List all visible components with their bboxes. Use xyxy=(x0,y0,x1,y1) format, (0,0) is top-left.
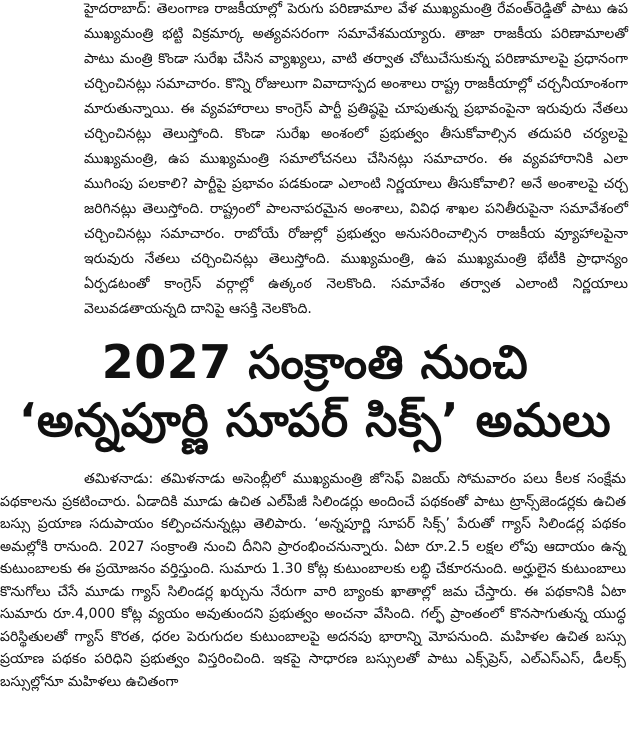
headline-line-1: 2027 సంక్రాంతి నుంచి xyxy=(101,335,529,389)
headline-line-2: ‘అన్నపూర్ణి సూపర్ సిక్స్’ అమలు xyxy=(18,393,612,447)
article-headline xyxy=(0,333,630,449)
article-bottom-body xyxy=(0,468,626,693)
article-bottom-text: తమిళనాడు: తమిళనాడు అసెంబ్లీలో ముఖ్యమంత్రి జోసెఫ్ విజయ్ సోమవారం పలు కీలక సంక్షేమ పథకాలను ప్రకటించారు. ఏడాదికి మూడు ఉచిత ఎల్‌పీజీ సిలిండర్లు అందించే పథకంతో పాటు ట్రాన్స్‌జెండర్లకు ఉచిత బస్సు ప్రయాణ సదుపాయం కల్పించనున్నట్లు తెలిపారు. ‘అన్నపూర్ణి సూపర్ సిక్స్’ పేరుతో గ్యాస్ సిలిండర్ల పథకం అమల్లోకి రానుంది. 2027 సంక్రాంతి నుంచి దీనిని ప్రారంభించనున్నారు. ఏటా రూ.2.5 లక్షల లోపు ఆదాయం ఉన్న కుటుంబాలకు ఈ ప్రయోజనం వర్తిస్తుంది. సుమారు 1.30 కోట్ల కుటుంబాలకు లబ్ధి చేకూరనుంది. అర్హులైన కుటుంబాలు కొనుగోలు చేసే మూడు గ్యాస్ సిలిండర్ల ఖర్చును నేరుగా వారి బ్యాంకు ఖాతాల్లో జమ చేస్తారు. ఈ పథకానికి ఏటా సుమారు రూ.4,000 కోట్ల వ్యయం అవుతుందని ప్రభుత్వం అంచనా వేసింది. గల్ఫ్ ప్రాంతంలో కొనసాగుతున్న యుద్ధ పరిస్థితులతో గ్యాస్ కొరత, ధరల పెరుగుదల కుటుంబాలపై అదనపు భారాన్ని మోపనుంది. మహిళల ఉచిత బస్సు ప్రయాణ పథకం పరిధిని ప్రభుత్వం విస్తరించింది. ఇకపై సాధారణ బస్సులతో పాటు ఎక్స్‌ప్రెస్, ఎల్‌ఎస్‌ఎస్, డీలక్స్ బస్సుల్లోనూ మహిళలు ఉచితంగా xyxy=(0,471,626,690)
article-top-body xyxy=(84,0,628,322)
article-top-text: హైదరాబాద్: తెలంగాణ రాజకీయాల్లో పెరుగు పరిణామాల వేళ ముఖ్యమంత్రి రేవంత్‌రెడ్డితో పాటు ఉప ముఖ్యమంత్రి భట్టి విక్రమార్క అత్యవసరంగా సమావేశమయ్యారు. తాజా రాజకీయ పరిణామాలతో పాటు మంత్రి కొండా సురేఖ చేసిన వ్యాఖ్యలు, వాటి తర్వాత చోటుచేసుకున్న పరిణామాలపై ప్రధానంగా చర్చించినట్లు సమాచారం. కొన్ని రోజులుగా వివాదాస్పద అంశాలు రాష్ట్ర రాజకీయాల్లో చర్చనీయాంశంగా మారుతున్నాయి. ఈ వ్యవహారాలు కాంగ్రెస్ పార్టీ ప్రతిష్ఠపై చూపుతున్న ప్రభావంపైనా ఇరువురు నేతలు చర్చించినట్లు తెలుస్తోంది. కొండా సురేఖ అంశంలో ప్రభుత్వం తీసుకోవాల్సిన తదుపరి చర్యలపై ముఖ్యమంత్రి, ఉప ముఖ్యమంత్రి సమాలోచనలు చేసినట్లు సమాచారం. ఈ వ్యవహారానికి ఎలా ముగింపు పలకాలి? పార్టీపై ప్రభావం పడకుండా ఎలాంటి నిర్ణయాలు తీసుకోవాలి? అనే అంశాలపై చర్చ జరిగినట్లు తెలుస్తోంది. రాష్ట్రంలో పాలనాపరమైన అంశాలు, వివిధ శాఖల పనితీరుపైనా సమావేశంలో చర్చించినట్లు సమాచారం. రాబోయే రోజుల్లో ప్రభుత్వం అనుసరించాల్సిన రాజకీయ వ్యూహాలపైనా ఇరువురు నేతలు చర్చించినట్లు తెలుస్తోంది. ముఖ్యమంత్రి, ఉప ముఖ్యమంత్రి భేటీకి ప్రాధాన్యం ఏర్పడటంతో కాంగ్రెస్ వర్గాల్లో ఉత్కంఠ నెలకొంది. సమావేశం తర్వాత ఎలాంటి నిర్ణయాలు వెలువడతాయన్నది దానిపై ఆసక్తి నెలకొంది. xyxy=(84,1,628,317)
